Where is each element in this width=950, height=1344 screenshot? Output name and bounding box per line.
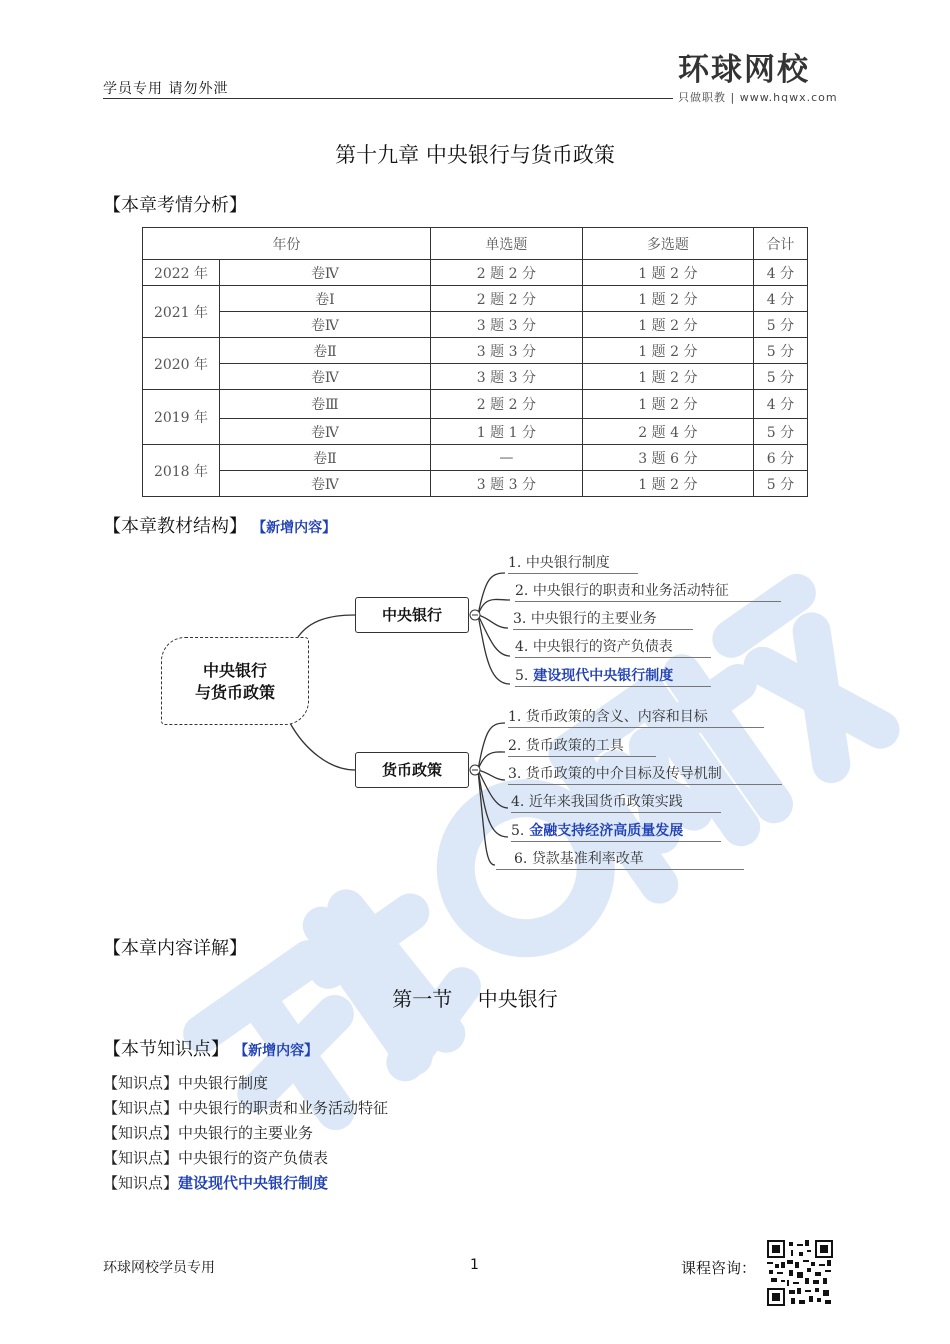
multi-cell: 1 题 2 分 — [582, 390, 753, 419]
single-cell: 2 题 2 分 — [430, 390, 582, 419]
total-cell: 5 分 — [753, 312, 807, 338]
table-row — [143, 338, 808, 364]
single-cell: 2 题 2 分 — [430, 286, 582, 312]
paper-cell: 卷Ⅳ — [220, 364, 431, 390]
year-cell: 2019 年 — [143, 390, 220, 445]
single-cell: 2 题 2 分 — [430, 260, 582, 286]
total-cell: 5 分 — [753, 419, 807, 445]
branch1-item: 3. 中央银行的主要业务 — [513, 608, 693, 630]
single-cell: 1 题 1 分 — [430, 419, 582, 445]
multi-cell: 1 题 2 分 — [582, 312, 753, 338]
multi-cell: 1 题 2 分 — [582, 338, 753, 364]
details-label: 【本章内容详解】 — [103, 938, 247, 959]
header-divider — [103, 98, 673, 99]
knowledge-item: 【知识点】中央银行的资产负债表 — [103, 1149, 329, 1167]
total-cell: 5 分 — [753, 338, 807, 364]
branch2-item: 2. 货币政策的工具 — [508, 735, 656, 757]
total-cell: 5 分 — [753, 364, 807, 390]
branch2-item-new: 5. 金融支持经济高质量发展 — [511, 820, 721, 842]
year-cell: 2022 年 — [143, 260, 220, 286]
paper-cell: 卷Ⅰ — [220, 286, 431, 312]
branch-monetary-policy: 货币政策 — [355, 752, 469, 788]
page-number: 1 — [470, 1257, 479, 1273]
consult-label: 课程咨询： — [681, 1259, 757, 1277]
new-content-tag: 【新增内容】 — [252, 520, 337, 536]
qr-code-icon[interactable] — [767, 1240, 833, 1306]
knowledge-item: 【知识点】中央银行的主要业务 — [103, 1124, 314, 1142]
total-cell: 6 分 — [753, 445, 807, 471]
logo-wordmark: 环球网校 — [678, 52, 810, 88]
total-cell: 4 分 — [753, 286, 807, 312]
paper-cell: 卷Ⅳ — [220, 312, 431, 338]
total-cell: 4 分 — [753, 260, 807, 286]
table-header-row — [143, 228, 808, 260]
multi-cell: 3 题 6 分 — [582, 445, 753, 471]
table-row — [143, 286, 808, 312]
table-row — [143, 445, 808, 471]
multi-cell: 1 题 2 分 — [582, 286, 753, 312]
knowledge-item: 【知识点】中央银行的职责和业务活动特征 — [103, 1099, 389, 1117]
chapter-title: 第十九章 中央银行与货币政策 — [335, 143, 615, 167]
paper-cell: 卷Ⅱ — [220, 338, 431, 364]
knowledge-item: 【知识点】中央银行制度 — [103, 1074, 269, 1092]
single-cell: 3 题 3 分 — [430, 312, 582, 338]
paper-cell: 卷Ⅳ — [220, 471, 431, 497]
mindmap-root-node — [161, 637, 309, 725]
branch1-item: 2. 中央银行的职责和业务活动特征 — [515, 580, 781, 602]
paper-cell: 卷Ⅳ — [220, 419, 431, 445]
single-cell: 3 题 3 分 — [430, 364, 582, 390]
branch2-item: 4. 近年来我国货币政策实践 — [511, 791, 721, 813]
year-cell: 2018 年 — [143, 445, 220, 497]
branch1-item: 4. 中央银行的资产负债表 — [515, 636, 711, 658]
mindmap-connectors — [0, 540, 950, 880]
new-content-tag: 【新增内容】 — [234, 1043, 319, 1059]
total-cell: 5 分 — [753, 471, 807, 497]
paper-cell: 卷Ⅲ — [220, 390, 431, 419]
single-cell: 3 题 3 分 — [430, 338, 582, 364]
section-title: 第一节 中央银行 — [392, 987, 558, 1011]
header-total: 合计 — [753, 228, 807, 260]
knowledge-label: 【本节知识点】 — [103, 1039, 229, 1060]
single-cell: — — [430, 445, 582, 471]
logo-tagline: 只做职教 | www.hqwx.com — [678, 91, 838, 104]
table-row — [143, 364, 808, 390]
paper-cell: 卷Ⅱ — [220, 445, 431, 471]
multi-cell: 1 题 2 分 — [582, 260, 753, 286]
branch2-item: 6. 贷款基准利率改革 — [496, 848, 744, 870]
table-row — [143, 390, 808, 419]
brand-logo — [678, 53, 848, 108]
header-single: 单选题 — [430, 228, 582, 260]
branch2-item: 3. 货币政策的中介目标及传导机制 — [508, 763, 782, 785]
table-row — [143, 419, 808, 445]
structure-label: 【本章教材结构】 — [103, 516, 247, 537]
table-row — [143, 312, 808, 338]
knowledge-item-new: 【知识点】建设现代中央银行制度 — [103, 1174, 329, 1192]
table-row — [143, 471, 808, 497]
branch1-item: 1. 中央银行制度 — [508, 552, 638, 574]
branch2-item: 1. 货币政策的含义、内容和目标 — [508, 706, 764, 728]
header-confidential-note: 学员专用 请勿外泄 — [103, 81, 229, 97]
year-cell: 2020 年 — [143, 338, 220, 390]
branch-central-bank: 中央银行 — [355, 597, 469, 633]
footer-brand: 环球网校学员专用 — [103, 1260, 215, 1276]
multi-cell: 1 题 2 分 — [582, 364, 753, 390]
structure-label-row — [103, 512, 336, 538]
paper-cell: 卷Ⅳ — [220, 260, 431, 286]
knowledge-label-row — [103, 1035, 318, 1061]
exam-analysis-label: 【本章考情分析】 — [103, 195, 247, 216]
branch1-item-new: 5. 建设现代中央银行制度 — [515, 665, 711, 687]
table-row — [143, 260, 808, 286]
total-cell: 4 分 — [753, 390, 807, 419]
single-cell: 3 题 3 分 — [430, 471, 582, 497]
year-cell: 2021 年 — [143, 286, 220, 338]
root-line-1: 中央银行 — [202, 661, 267, 680]
multi-cell: 1 题 2 分 — [582, 471, 753, 497]
header-multi: 多选题 — [582, 228, 753, 260]
exam-analysis-table — [142, 227, 808, 497]
header-year: 年份 — [143, 228, 431, 260]
root-line-2: 与货币政策 — [194, 683, 275, 702]
multi-cell: 2 题 4 分 — [582, 419, 753, 445]
